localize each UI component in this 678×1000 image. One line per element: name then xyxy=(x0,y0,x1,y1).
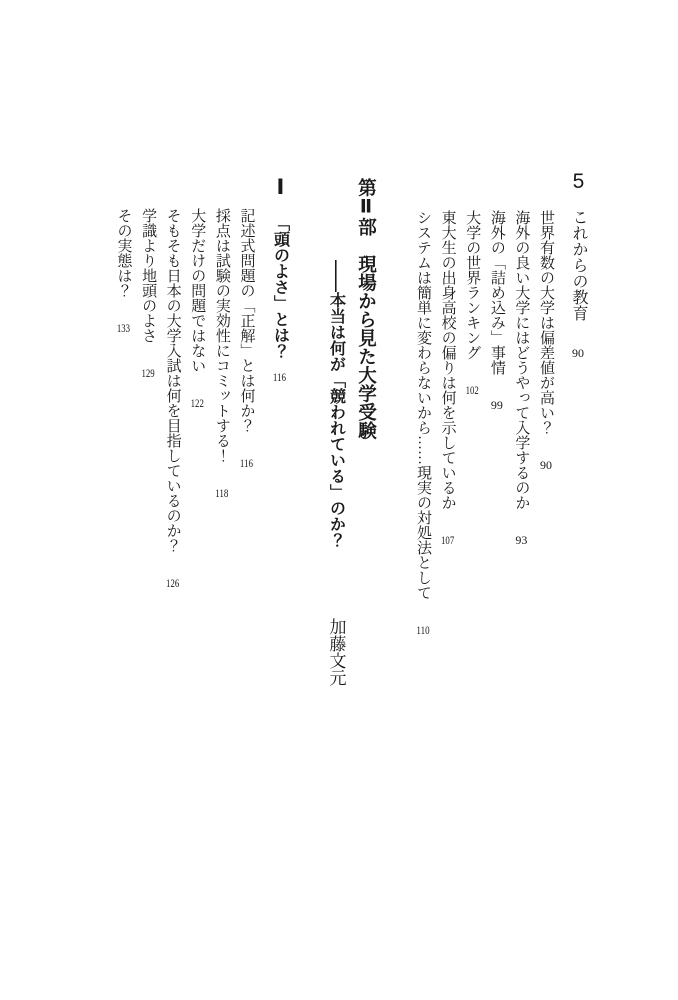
toc-entry-page-number: 126 xyxy=(166,577,180,589)
toc-entry-text: 学識より地頭のよさ xyxy=(140,208,157,343)
toc-entry-page-number: 129 xyxy=(141,367,155,379)
toc-entry-page-number: 122 xyxy=(190,397,204,409)
toc-entry xyxy=(435,170,460,1000)
toc-entry-page-number: 90 xyxy=(540,459,552,471)
part-title: 第Ⅱ部 現場から見た大学受験 xyxy=(356,178,378,440)
section-page-number: 116 xyxy=(272,371,287,383)
toc-entry-text: その実態は？ xyxy=(115,208,132,298)
toc-entry xyxy=(160,170,185,1000)
toc-entry-page-number: 110 xyxy=(416,624,430,636)
author-name: 加藤文元 xyxy=(326,618,346,686)
chapter-page-number: 90 xyxy=(572,347,584,359)
toc-entry xyxy=(234,170,259,1000)
chapter-title: これからの教育 xyxy=(570,209,587,321)
toc-entry-text: 記述式問題の「正解」とは何か？ xyxy=(238,208,255,433)
toc-entry-page-number: 133 xyxy=(116,322,131,334)
toc-entry xyxy=(509,170,534,1000)
toc-entry-page-number: 93 xyxy=(515,534,528,546)
toc-entry xyxy=(111,170,136,1000)
section-number: Ⅰ xyxy=(268,175,292,199)
toc-entry-text: 海外の良い大学にはどうやって入学するのか xyxy=(513,210,530,510)
section-toc-list xyxy=(111,170,259,1000)
toc-entry xyxy=(209,170,234,1000)
toc-entry-text: システムは簡単に変わらないから……現実の対処法として xyxy=(415,210,432,600)
table-of-contents xyxy=(111,0,592,1000)
toc-entry-page-number: 102 xyxy=(465,384,479,396)
section-heading xyxy=(266,170,292,1000)
toc-entry-text: 東大生の出身高校の偏りは何を示しているか xyxy=(439,210,456,510)
toc-entry-text: 採点は試験の実効性にコミットする！ xyxy=(213,208,230,463)
toc-entry-text: 海外の「詰め込み」事情 xyxy=(488,210,505,375)
toc-entry-page-number: 99 xyxy=(490,399,503,411)
section-title: 「頭のよさ」とは？ xyxy=(271,215,289,359)
chapter-heading xyxy=(564,170,592,1000)
toc-entry xyxy=(484,170,509,1000)
toc-entry xyxy=(185,170,210,1000)
chapter-toc-list xyxy=(410,170,558,1000)
part-subtitle: ――本当は何が「競われている」のか？ xyxy=(327,260,345,548)
part-subtitle-column xyxy=(322,170,348,1000)
toc-entry xyxy=(533,170,558,1000)
toc-entry-page-number: 118 xyxy=(215,487,229,499)
toc-entry-page-number: 116 xyxy=(239,457,254,469)
toc-entry-page-number: 107 xyxy=(441,534,455,546)
toc-entry xyxy=(135,170,160,1000)
toc-entry xyxy=(410,170,435,1000)
chapter-number: 5 xyxy=(567,170,590,193)
toc-entry-text: 大学の世界ランキング xyxy=(464,210,481,360)
toc-entry-text: 大学だけの問題ではない xyxy=(189,208,206,373)
toc-entry-text: そもそも日本の大学入試は何を目指しているのか？ xyxy=(164,208,181,553)
toc-entry-text: 世界有数の大学は偏差値が高い？ xyxy=(538,210,554,435)
toc-entry xyxy=(460,170,485,1000)
